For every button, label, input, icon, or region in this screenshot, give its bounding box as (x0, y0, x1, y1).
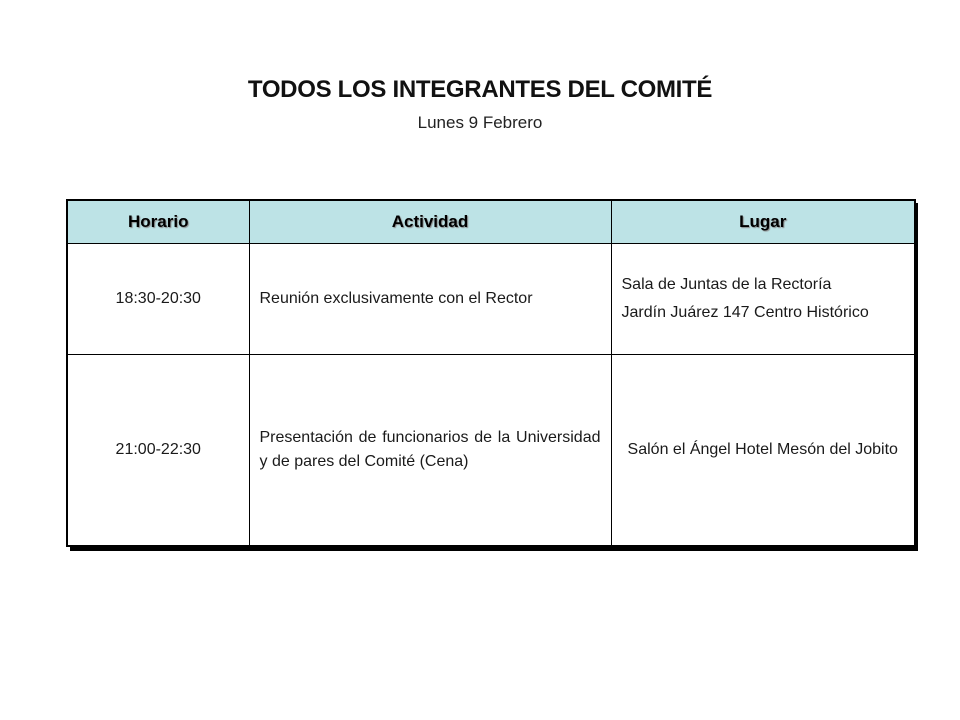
lugar-line: Sala de Juntas de la Rectoría (621, 276, 832, 293)
lugar-line: Salón el Ángel Hotel Mesón del Jobito (627, 441, 898, 458)
schedule-table-container (66, 199, 914, 547)
column-header-lugar: Lugar (611, 200, 915, 244)
table-row (67, 244, 915, 355)
table-header-row (67, 200, 915, 244)
cell-lugar (611, 244, 915, 355)
cell-actividad: Reunión exclusivamente con el Rector (249, 244, 611, 355)
column-header-actividad: Actividad (249, 200, 611, 244)
schedule-table (66, 199, 916, 547)
column-header-horario: Horario (67, 200, 249, 244)
cell-lugar (611, 355, 915, 547)
cell-horario: 21:00-22:30 (67, 355, 249, 547)
page-subtitle: Lunes 9 Febrero (417, 113, 543, 132)
lugar-line: Jardín Juárez 147 Centro Histórico (621, 304, 869, 321)
cell-actividad: Presentación de funcionarios de la Universidad y de pares del Comité (Cena) (249, 355, 611, 547)
cell-horario: 18:30-20:30 (67, 244, 249, 355)
table-row (67, 355, 915, 547)
page-title: TODOS LOS INTEGRANTES DEL COMITÉ (247, 76, 713, 103)
